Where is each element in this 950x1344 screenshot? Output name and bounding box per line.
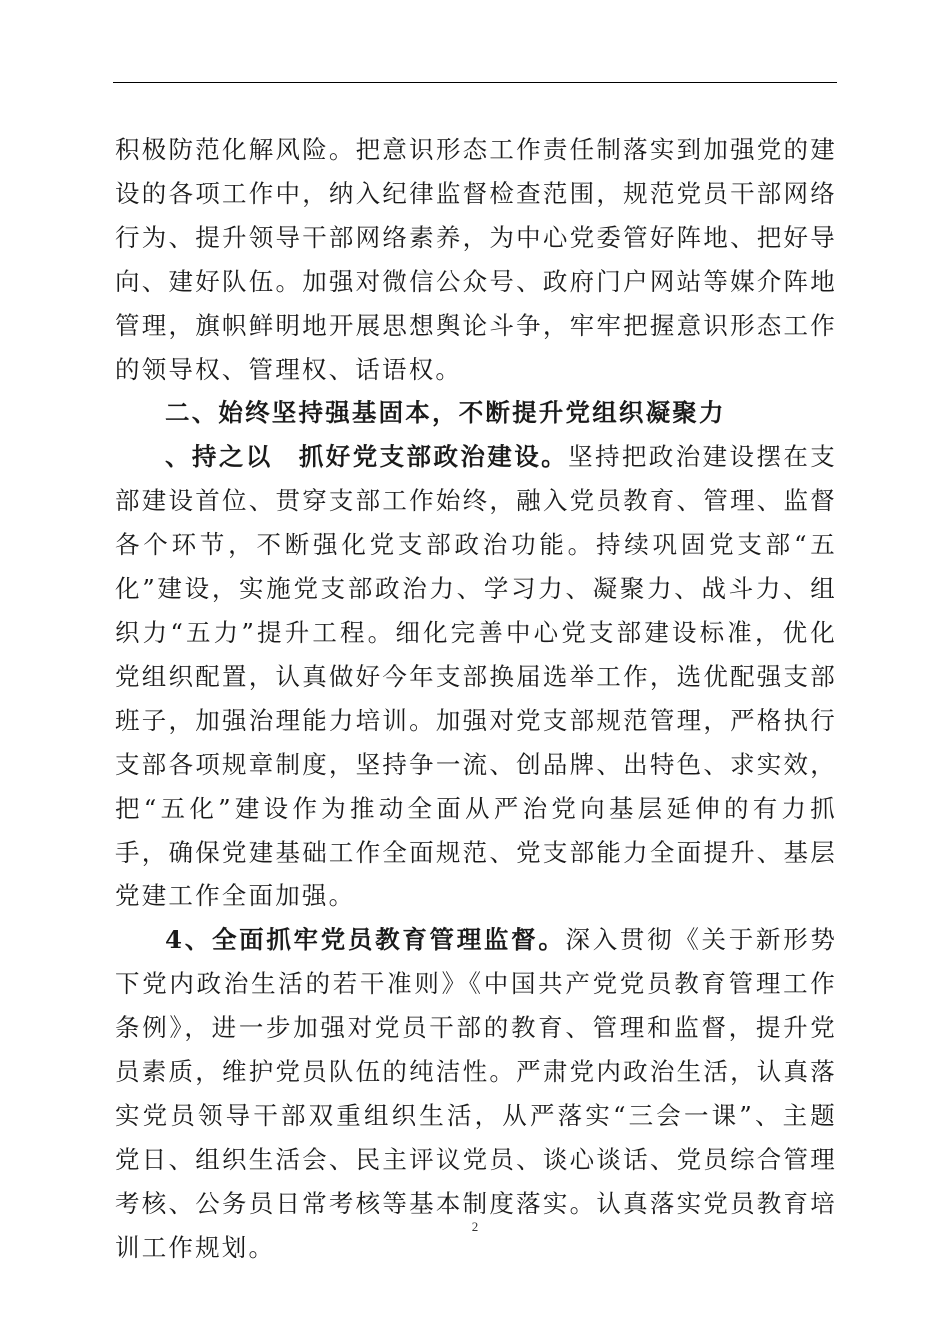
paragraph-ideology: 积极防范化解风险。把意识形态工作责任制落实到加强党的建设的各项工作中，纳入纪律监督检查范围，规范党员干部网络行为、提升领导干部网络素养，为中心党委管好阵地、把好导向、建好队伍。加强对微信公众号、政府门户网站等媒介阵地管理，旗帜鲜明地开展思想舆论斗争，牢牢把握意识形态工作的领导权、管理权、话语权。 bbox=[115, 135, 837, 384]
paragraph-item-3 bbox=[115, 435, 837, 918]
item-3-lead-b: 抓好党支部政治建设。 bbox=[298, 442, 569, 472]
header-rule bbox=[113, 82, 837, 83]
paragraph-item-4 bbox=[115, 918, 837, 1269]
section-heading: 二、始终坚持强基固本，不断提升党组织凝聚力 bbox=[165, 398, 726, 428]
item-4-lead: 4、全面抓牢党员教育管理监督。 bbox=[165, 925, 566, 955]
document-body bbox=[115, 128, 837, 1270]
item-3-body: 坚持把政治建设摆在支部建设首位、贯穿支部工作始终，融入党员教育、管理、监督各个环节，不断强化党支部政治功能。持续巩固党支部“五化”建设，实施党支部政治力、学习力、凝聚力、战斗力、组织力“五力”提升工程。细化完善中心党支部建设标准，优化党组织配置，认真做好今年支部换届选举工作，选优配强支部班子，加强治理能力培训。加强对党支部规范管理，严格执行支部各项规章制度，坚持争一流、创品牌、出特色、求实效，把“五化”建设作为推动全面从严治党向基层延伸的有力抓手，确保党建基础工作全面规范、党支部能力全面提升、基层党建工作全面加强。 bbox=[115, 442, 838, 911]
item-3-lead-a: 、持之以 bbox=[165, 442, 273, 472]
item-4-body: 深入贯彻《关于新形势下党内政治生活的若干准则》《中国共产党党员教育管理工作条例》，进一步加强对党员干部的教育、管理和监督，提升党员素质，维护党员队伍的纯洁性。严肃党内政治生活，认真落实党员领导干部双重组织生活，从严落实“三会一课”、主题党日、组织生活会、民主评议党员、谈心谈话、党员综合管理考核、公务员日常考核等基本制度落实。认真落实党员教育培训工作规划。 bbox=[115, 925, 838, 1262]
page-number: 2 bbox=[471, 1219, 479, 1234]
